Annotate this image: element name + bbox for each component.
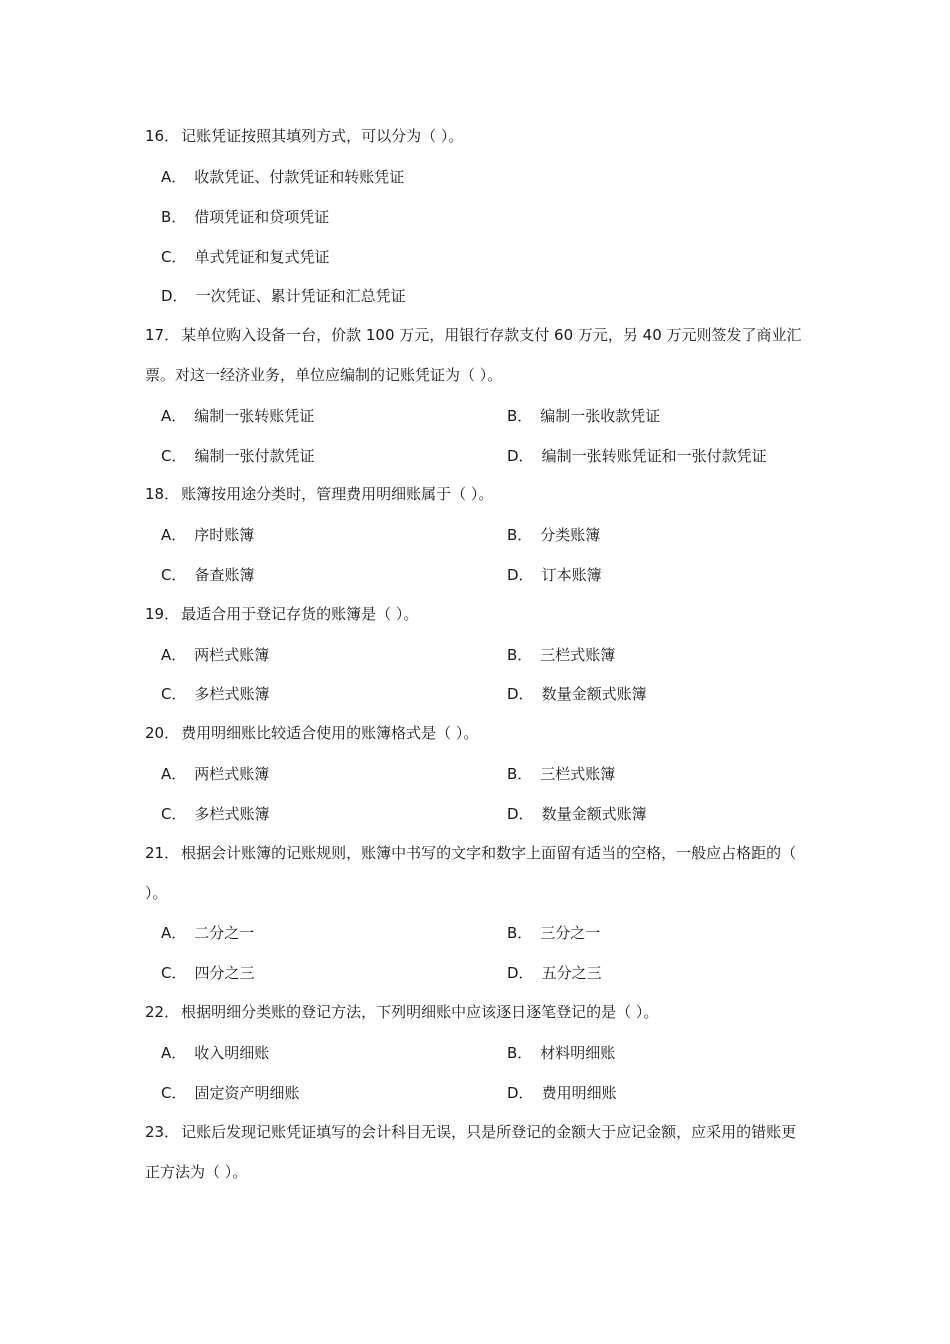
- option-letter: A．: [161, 924, 187, 942]
- question-16: [145, 117, 810, 157]
- question-18: [145, 475, 810, 515]
- option-text: 两栏式账簿: [194, 765, 270, 783]
- option-16-b: [161, 207, 329, 227]
- option-text: 借项凭证和贷项凭证: [194, 208, 330, 226]
- option-text: 备查账簿: [194, 566, 255, 584]
- option-letter: D．: [507, 566, 534, 584]
- option-text: 收款凭证、付款凭证和转账凭证: [194, 168, 405, 186]
- option-letter: B．: [507, 646, 533, 664]
- question-text: 记账凭证按照其填列方式，可以分为（ ）。: [181, 127, 464, 145]
- option-text: 订本账簿: [541, 566, 602, 584]
- option-text: 收入明细账: [194, 1044, 270, 1062]
- question-number: 17．: [145, 326, 180, 344]
- option-text: 三栏式账簿: [540, 765, 616, 783]
- question-text: 某单位购入设备一台，价款 100 万元，用银行存款支付 60 万元，另 40 万元则签发了商业汇票。对这一经济业务，单位应编制的记账凭证为（ ）。: [145, 326, 802, 384]
- option-19-c: [161, 684, 270, 704]
- option-letter: D．: [507, 805, 534, 823]
- option-16-c: [161, 247, 330, 267]
- option-letter: C．: [161, 447, 187, 465]
- option-20-b: [507, 764, 615, 784]
- option-letter: C．: [161, 805, 187, 823]
- option-letter: A．: [161, 526, 187, 544]
- option-letter: B．: [507, 765, 533, 783]
- question-text: 最适合用于登记存货的账簿是（ ）。: [181, 605, 419, 623]
- option-17-b: [507, 406, 660, 426]
- option-22-d: [507, 1083, 617, 1103]
- option-22-a: [161, 1043, 269, 1063]
- question-number: 21．: [145, 844, 180, 862]
- option-19-d: [507, 684, 647, 704]
- option-text: 两栏式账簿: [194, 646, 270, 664]
- question-number: 16．: [145, 127, 180, 145]
- option-letter: C．: [161, 248, 187, 266]
- option-16-a: [161, 167, 404, 187]
- question-number: 18．: [145, 485, 180, 503]
- option-letter: B．: [507, 407, 533, 425]
- question-text: 费用明细账比较适合使用的账簿格式是（ ）。: [181, 724, 479, 742]
- option-text: 序时账簿: [194, 526, 255, 544]
- question-23: [145, 1113, 810, 1192]
- question-number: 19．: [145, 605, 180, 623]
- option-text: 编制一张付款凭证: [194, 447, 315, 465]
- question-17: [145, 316, 810, 395]
- option-21-d: [507, 963, 602, 983]
- question-text: 根据会计账簿的记账规则，账簿中书写的文字和数字上面留有适当的空格，一般应占格距的（ ）。: [145, 844, 797, 902]
- option-21-b: [507, 923, 600, 943]
- option-18-b: [507, 525, 600, 545]
- option-19-a: [161, 645, 269, 665]
- option-22-b: [507, 1043, 615, 1063]
- option-letter: B．: [507, 924, 533, 942]
- question-text: 账簿按用途分类时，管理费用明细账属于（ ）。: [181, 485, 494, 503]
- option-text: 固定资产明细账: [194, 1084, 300, 1102]
- option-text: 五分之三: [541, 964, 602, 982]
- option-text: 编制一张收款凭证: [540, 407, 661, 425]
- question-20: [145, 714, 810, 754]
- option-letter: B．: [507, 1044, 533, 1062]
- option-text: 四分之三: [194, 964, 255, 982]
- option-text: 数量金额式账簿: [541, 685, 647, 703]
- option-18-c: [161, 565, 255, 585]
- option-text: 费用明细账: [541, 1084, 617, 1102]
- option-letter: D．: [507, 447, 534, 465]
- option-letter: B．: [507, 526, 533, 544]
- option-21-c: [161, 963, 255, 983]
- option-text: 材料明细账: [540, 1044, 616, 1062]
- question-number: 23．: [145, 1123, 180, 1141]
- option-text: 编制一张转账凭证: [194, 407, 315, 425]
- option-17-a: [161, 406, 314, 426]
- option-letter: C．: [161, 1084, 187, 1102]
- option-text: 三分之一: [540, 924, 601, 942]
- option-letter: D．: [507, 964, 534, 982]
- option-text: 三栏式账簿: [540, 646, 616, 664]
- option-letter: C．: [161, 964, 187, 982]
- option-text: 数量金额式账簿: [541, 805, 647, 823]
- option-letter: D．: [507, 685, 534, 703]
- option-22-c: [161, 1083, 300, 1103]
- option-letter: A．: [161, 168, 187, 186]
- option-text: 单式凭证和复式凭证: [194, 248, 330, 266]
- question-text: 根据明细分类账的登记方法，下列明细账中应该逐日逐笔登记的是（ ）。: [181, 1003, 659, 1021]
- option-letter: D．: [161, 287, 188, 305]
- option-letter: D．: [507, 1084, 534, 1102]
- option-17-c: [161, 446, 315, 466]
- question-number: 20．: [145, 724, 180, 742]
- question-21: [145, 834, 810, 913]
- option-20-c: [161, 804, 270, 824]
- option-letter: A．: [161, 646, 187, 664]
- option-19-b: [507, 645, 615, 665]
- option-18-d: [507, 565, 602, 585]
- option-letter: A．: [161, 407, 187, 425]
- option-text: 二分之一: [194, 924, 255, 942]
- option-18-a: [161, 525, 254, 545]
- option-letter: B．: [161, 208, 187, 226]
- option-20-a: [161, 764, 269, 784]
- option-text: 分类账簿: [540, 526, 601, 544]
- option-letter: A．: [161, 765, 187, 783]
- option-text: 多栏式账簿: [194, 685, 270, 703]
- option-20-d: [507, 804, 647, 824]
- option-text: 多栏式账簿: [194, 805, 270, 823]
- question-text: 记账后发现记账凭证填写的会计科目无误，只是所登记的金额大于应记金额，应采用的错账更正方法为（ ）。: [145, 1123, 797, 1181]
- option-letter: A．: [161, 1044, 187, 1062]
- question-22: [145, 993, 810, 1033]
- option-text: 一次凭证、累计凭证和汇总凭证: [195, 287, 406, 305]
- option-text: 编制一张转账凭证和一张付款凭证: [541, 447, 767, 465]
- option-21-a: [161, 923, 254, 943]
- option-letter: C．: [161, 685, 187, 703]
- question-19: [145, 595, 810, 635]
- option-16-d: [161, 286, 406, 306]
- question-number: 22．: [145, 1003, 180, 1021]
- option-17-d: [507, 446, 767, 466]
- option-letter: C．: [161, 566, 187, 584]
